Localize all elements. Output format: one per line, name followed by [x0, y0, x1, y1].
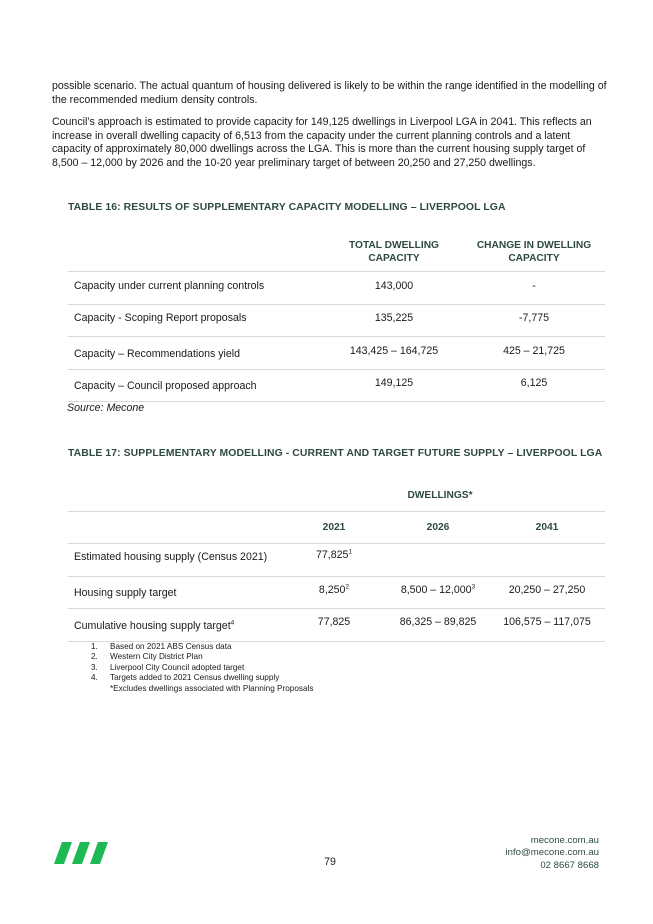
- table-cell-total: 149,125: [374, 377, 414, 389]
- table-cell-2041: 20,250 – 27,250: [508, 584, 586, 596]
- table-row-label: Capacity - Scoping Report proposals: [74, 312, 247, 324]
- table-cell-change: -: [532, 280, 536, 292]
- table-17-title: TABLE 17: SUPPLEMENTARY MODELLING - CURRENT AND TARGET FUTURE SUPPLY – LIVERPOOL LGA: [68, 448, 603, 459]
- table-cell-2021: 77,825: [317, 616, 351, 628]
- note-item: 2. Western City District Plan: [91, 652, 203, 662]
- table-rule: [68, 369, 605, 370]
- table-rule: [68, 336, 605, 337]
- mecone-logo-icon: [52, 838, 110, 866]
- table-cell-2021: 77,825$^1$: [315, 548, 353, 561]
- email-link[interactable]: info@mecone.com.au: [505, 847, 599, 859]
- table-16-header-total: TOTAL DWELLING CAPACITY: [349, 240, 439, 264]
- phone-number: 02 8667 8668: [540, 859, 599, 871]
- table-17-year-2041: 2041: [535, 522, 559, 533]
- table-cell-2041: 106,575 – 117,075: [503, 616, 591, 628]
- table-row-label: Housing supply target: [74, 587, 177, 599]
- table-16-title: TABLE 16: RESULTS OF SUPPLEMENTARY CAPACITY MODELLING – LIVERPOOL LGA: [68, 202, 506, 213]
- table-cell-total: 143,425 – 164,725: [349, 345, 439, 357]
- table-row-label: Estimated housing supply (Census 2021): [74, 551, 268, 563]
- table-rule: [68, 511, 605, 512]
- table-row-label: Capacity – Recommendations yield: [74, 348, 241, 360]
- table-rule: [68, 543, 605, 544]
- table-16-source: Source: Mecone: [67, 402, 145, 414]
- table-cell-change: -7,775: [518, 312, 550, 324]
- intro-paragraph: possible scenario. The actual quantum of housing delivered is likely to be within the range identified in the modelling of the recommended medium density controls.: [52, 80, 607, 106]
- table-17-notes: [91, 642, 313, 694]
- table-cell-change: 6,125: [520, 377, 548, 389]
- table-17-year-2021: 2021: [322, 522, 346, 533]
- note-item: 1. Based on 2021 ABS Census data: [91, 642, 232, 651]
- note-item: 4. Targets added to 2021 Census dwelling supply: [91, 673, 280, 683]
- table-cell-change: 425 – 21,725: [503, 345, 565, 357]
- council-approach-paragraph: Council’s approach is estimated to provide capacity for 149,125 dwellings in Liverpool LGA in 2041. This reflects an increase in overall dwelling capacity of 6,513 from the capacity under the current planning controls and a latent capacity of approximately 80,000 dwellings across the LGA. This is more than the current housing supply target of 8,500 – 12,000 by 2026 and the 10-20 year preliminary target of between 20,250 and 27,250 dwellings.: [52, 116, 592, 169]
- footnote: *Excludes dwellings associated with Planning Proposals: [110, 683, 314, 693]
- table-cell-2026: 8,500 – 12,000$^3$: [400, 583, 476, 596]
- table-cell-2026: 86,325 – 89,825: [399, 616, 477, 628]
- table-17-group-header: DWELLINGS*: [407, 490, 473, 501]
- table-cell-2021: 8,250$^2$: [318, 583, 350, 596]
- table-rule: [68, 608, 605, 609]
- table-cell-total: 135,225: [374, 312, 414, 324]
- table-rule: [68, 304, 605, 305]
- table-16-header-change: CHANGE IN DWELLING CAPACITY: [476, 240, 592, 264]
- table-rule: [68, 271, 605, 272]
- table-rule: [68, 401, 605, 402]
- page-number: 79: [324, 856, 336, 868]
- table-row-label: Capacity – Council proposed approach: [74, 380, 257, 392]
- table-17-year-2026: 2026: [426, 522, 450, 533]
- table-rule: [68, 576, 605, 577]
- website-link[interactable]: mecone.com.au: [530, 835, 599, 846]
- table-row-label: Cumulative housing supply target$^4$: [74, 619, 235, 632]
- contact-block: [506, 835, 599, 872]
- table-cell-total: 143,000: [374, 280, 414, 292]
- table-row-label: Capacity under current planning controls: [74, 280, 265, 292]
- note-item: 3. Liverpool City Council adopted target: [91, 662, 245, 672]
